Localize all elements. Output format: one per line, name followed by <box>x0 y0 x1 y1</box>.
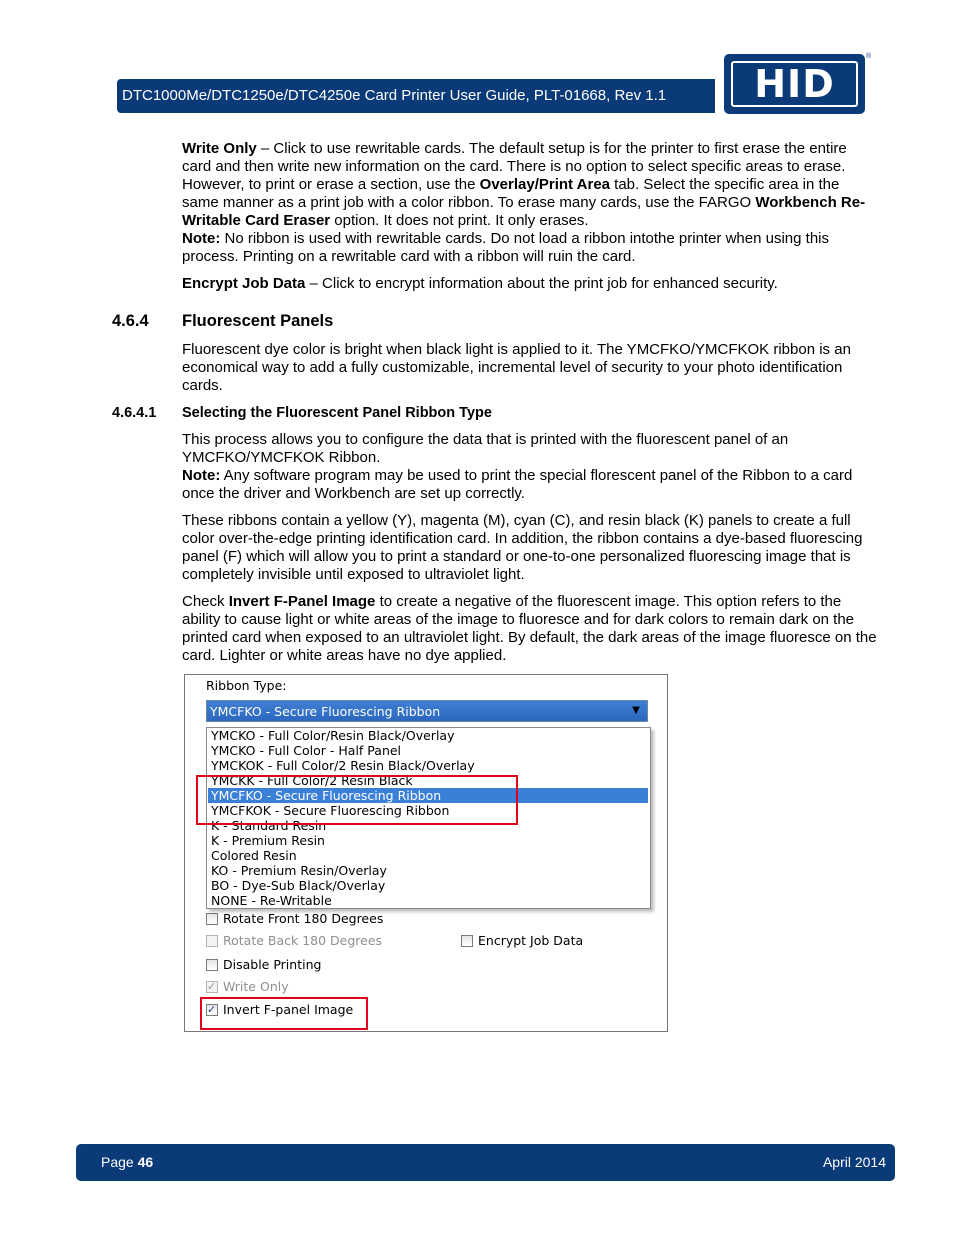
rotate-front-checkbox[interactable] <box>206 911 383 927</box>
page-label: Page <box>101 1154 138 1170</box>
ribbon-option[interactable]: K - Premium Resin <box>211 833 325 848</box>
disable-printing-checkbox[interactable] <box>206 957 321 973</box>
section-heading-4-6-4-1 <box>112 404 492 422</box>
section-number: 4.6.4 <box>112 312 149 330</box>
note-text: No ribbon is used with rewritable cards. Do not load a ribbon intothe printer when using this process. Printing on a rewritable card with a ribbon will ruin the card. <box>182 230 829 265</box>
ribbon-description-paragraph: These ribbons contain a yellow (Y), magenta (M), cyan (C), and resin black (K) panels to create a full color over-the-edge printing identification card. In addition, the ribbon contains a dye-based fluorescing panel (F) which will allow you to print a standard or one-to-one personalized fluorescing image that is completely invisible until exposed to ultraviolet light. <box>182 512 863 583</box>
ribbon-option[interactable]: YMCFKOK - Secure Fluorescing Ribbon <box>211 803 450 818</box>
footer-date: April 2014 <box>822 1154 886 1170</box>
fluorescent-intro-paragraph: Fluorescent dye color is bright when black light is applied to it. The YMCFKO/YMCFKOK ribbon is an economical way to add a fully customizable, incremental level of security to your photo identification cards. <box>182 341 851 394</box>
subsection-number: 4.6.4.1 <box>112 405 157 421</box>
ribbon-option[interactable]: NONE - Re-Writable <box>211 893 332 908</box>
encrypt-term: Encrypt Job Data <box>182 275 306 292</box>
write-only-checkbox[interactable] <box>206 979 289 995</box>
write-only-label: Write Only <box>223 979 289 994</box>
invert-fpanel-highlight <box>200 997 368 1030</box>
rotate-back-label: Rotate Back 180 Degrees <box>223 933 383 948</box>
rotate-back-checkbox[interactable] <box>206 933 382 949</box>
note-label: Note: <box>182 230 221 247</box>
ribbon-option[interactable]: KO - Premium Resin/Overlay <box>211 863 387 878</box>
invert-fpanel-label: Invert F-panel Image <box>223 1002 354 1017</box>
note-label-2: Note: <box>182 467 221 484</box>
write-only-term: Write Only <box>182 140 257 157</box>
ribbon-type-label: Ribbon Type: <box>206 678 287 693</box>
encrypt-paragraph <box>182 275 877 293</box>
disable-printing-label: Disable Printing <box>223 957 322 972</box>
ribbon-option[interactable]: K - Standard Resin <box>211 818 327 833</box>
checkbox-icon[interactable] <box>206 959 218 971</box>
overlay-print-area-term: Overlay/Print Area <box>479 176 610 193</box>
page-number-value: 46 <box>137 1154 154 1170</box>
ribbon-type-selected-value: YMCFKO - Secure Fluorescing Ribbon <box>210 704 441 719</box>
write-only-paragraph <box>182 140 877 266</box>
fluorescing-options-highlight <box>196 775 518 825</box>
ribbon-option[interactable]: BO - Dye-Sub Black/Overlay <box>211 878 386 893</box>
invert-term: Invert F-Panel Image <box>228 593 376 610</box>
card-eraser-term: Workbench Re-Writable Card Eraser <box>182 194 866 229</box>
process-text: This process allows you to configure the data that is printed with the fluorescent panel of an YMCFKO/YMCFKOK Ribbon. <box>182 431 789 466</box>
section-title: Fluorescent Panels <box>182 312 334 330</box>
ribbon-option[interactable]: YMCKO - Full Color/Resin Black/Overlay <box>211 728 455 743</box>
encrypt-job-checkbox[interactable] <box>461 933 583 949</box>
ribbon-option-selected[interactable]: YMCFKO - Secure Fluorescing Ribbon <box>208 788 648 803</box>
ribbon-type-dialog-screenshot <box>184 674 668 1032</box>
page-number <box>101 1154 153 1170</box>
checkbox-icon[interactable] <box>206 913 218 925</box>
note-text-2: Any software program may be used to print the special florescent panel of the Ribbon to a card once the driver and Workbench are set up correctly. <box>182 467 853 502</box>
ribbon-option[interactable]: Colored Resin <box>211 848 297 863</box>
hid-logo-text: HID <box>731 61 858 107</box>
write-only-text-1: – Click to use rewritable cards. The default setup is for the printer to first erase the entire card and then write new information on the card. There is no option to select specific areas to erase. However, to print or erase a section, use the <box>182 140 847 193</box>
registered-mark: ® <box>866 53 872 60</box>
encrypt-job-label: Encrypt Job Data <box>478 933 584 948</box>
rotate-front-label: Rotate Front 180 Degrees <box>223 911 384 926</box>
write-only-text-3: option. It does not print. It only erases. <box>330 212 589 229</box>
section-heading-4-6-4 <box>112 311 334 331</box>
invert-text-post: to create a negative of the fluorescent image. This option refers to the ability to cause light or white areas of the image to fluoresce and for dark colors to remain dark on the printed card when exposed to an ultraviolet light. By default, the dark areas of the image fluoresce on the card. Lighter or white areas have no dye applied. <box>182 593 877 664</box>
invert-text-pre: Check <box>182 593 229 610</box>
ribbon-option[interactable]: YMCKOK - Full Color/2 Resin Black/Overlay <box>211 758 475 773</box>
hid-logo <box>724 54 865 114</box>
checkbox-icon[interactable] <box>461 935 473 947</box>
write-only-text-2: tab. Select the specific area in the same manner as a print job with a color ribbon. To erase many cards, use the FARGO <box>182 176 840 211</box>
page-footer <box>76 1144 895 1181</box>
invert-paragraph <box>182 593 877 665</box>
ribbon-option[interactable]: YMCKK - Full Color/2 Resin Black <box>211 773 413 788</box>
checkbox-icon[interactable] <box>206 935 218 947</box>
chevron-down-icon[interactable]: ▼ <box>632 705 640 716</box>
ribbon-option[interactable]: YMCKO - Full Color - Half Panel <box>211 743 402 758</box>
checkmark-icon[interactable] <box>206 981 218 993</box>
process-paragraph <box>182 431 877 503</box>
subsection-title: Selecting the Fluorescent Panel Ribbon Type <box>182 405 492 421</box>
ribbon-type-dropdown[interactable] <box>206 700 648 722</box>
encrypt-text: – Click to encrypt information about the print job for enhanced security. <box>305 275 778 292</box>
document-header-title: DTC1000Me/DTC1250e/DTC4250e Card Printer User Guide, PLT-01668, Rev 1.1 <box>117 79 715 113</box>
